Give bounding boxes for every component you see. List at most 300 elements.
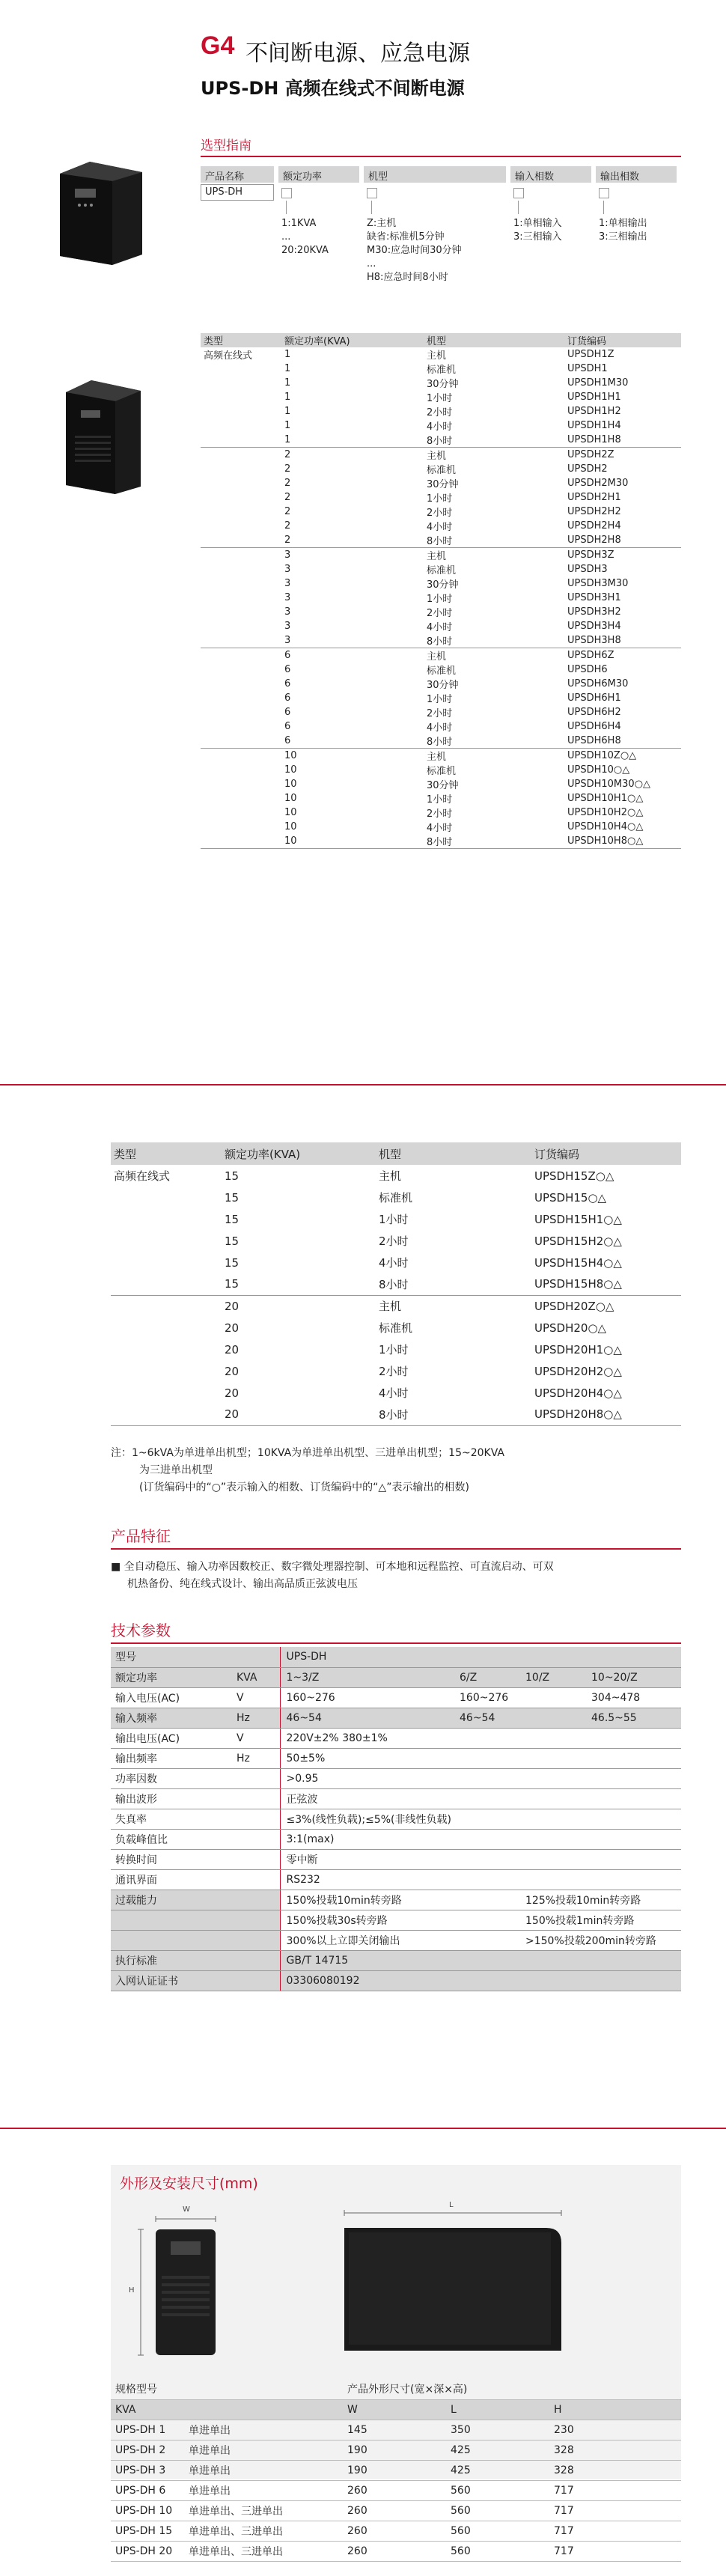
table-row: [111, 1339, 681, 1360]
cell-code: UPSDH3M30: [567, 578, 629, 589]
cell-code: UPSDH20H8○△: [531, 1404, 681, 1425]
spec-model-label: 型号: [111, 1647, 234, 1667]
cell-power: 1: [284, 363, 291, 374]
dim-h: 717: [549, 2500, 681, 2521]
spec-row: [111, 1687, 681, 1708]
cell-code: UPSDH20Z○△: [531, 1295, 681, 1317]
spec-value: GB/T 14715: [280, 1950, 681, 1970]
table-row: [201, 749, 681, 764]
cell-power: 3: [284, 621, 291, 632]
spec-value: 220V±2% 380±1%: [280, 1728, 681, 1748]
cell-code: UPSDH10○△: [567, 764, 630, 776]
spec-name: 输出波形: [111, 1788, 234, 1809]
cell-power: 1: [284, 420, 291, 431]
cell-type: [111, 1382, 222, 1404]
spec-unit: V: [234, 1728, 280, 1748]
dim-phase: 单进单出、三进单出: [186, 2541, 343, 2561]
spec-row: [111, 1930, 681, 1950]
cell-power: 10: [284, 779, 297, 790]
cell-power: 6: [284, 692, 291, 704]
spec-unit: Hz: [234, 1748, 280, 1768]
cell-code: UPSDH10H8○△: [564, 834, 681, 849]
cell-model: 1小时: [427, 493, 453, 505]
table-row: [111, 1317, 681, 1339]
cell-type: [201, 462, 281, 476]
cell-power: 20: [225, 1321, 240, 1335]
cell-power: 6: [284, 678, 291, 689]
cell-power: 15: [225, 1169, 240, 1183]
cell-model: 标准机: [427, 465, 457, 476]
cell-power: 20: [222, 1295, 376, 1317]
table-row: [111, 1208, 681, 1230]
cell-model: 4小时: [427, 622, 453, 633]
cell-code: UPSDH3H2: [567, 606, 621, 618]
col-model: 机型: [424, 333, 564, 347]
cell-code: UPSDH6H4: [567, 721, 621, 732]
cell-code: UPSDH1H8: [567, 434, 621, 445]
col-type: 类型: [201, 333, 281, 347]
cell-code: UPSDH10Z○△: [564, 749, 681, 764]
cell-model: 4小时: [427, 421, 453, 433]
table-row: [111, 1404, 681, 1425]
dim-row: [111, 2541, 681, 2561]
dim-row: [111, 2521, 681, 2541]
sel-input-box: [513, 187, 524, 198]
dim-model: UPS-DH 2: [111, 2440, 186, 2460]
sel-product-name: UPS-DH: [201, 184, 274, 201]
cell-type: [201, 619, 281, 633]
spec-value: RS232: [280, 1869, 681, 1890]
spec-unit: [234, 1768, 280, 1788]
order-table-2: [111, 1142, 681, 1426]
cell-model: 标准机: [427, 365, 457, 376]
cell-model: 2小时: [379, 1365, 409, 1378]
col-code-2: 订货编码: [531, 1142, 681, 1165]
dim-hdr-w: W: [343, 2399, 446, 2420]
spec-value: 160~276: [457, 1687, 522, 1708]
cell-type: [111, 1187, 222, 1208]
cell-code: UPSDH3H1: [567, 592, 621, 603]
cell-power: 6: [284, 707, 291, 718]
dim-model: UPS-DH 10: [111, 2500, 186, 2521]
cell-power: 1: [284, 406, 291, 417]
cell-model: 主机: [424, 749, 564, 764]
cell-type: [201, 548, 281, 563]
cell-code: UPSDH1H2: [567, 406, 621, 417]
cell-type: [201, 734, 281, 749]
dim-hdr-l: L: [446, 2399, 549, 2420]
cell-code: UPSDH2H4: [567, 520, 621, 532]
cell-type: [201, 418, 281, 433]
spec-value: 正弦波: [280, 1788, 681, 1809]
dim-phase: 单进单出: [186, 2440, 343, 2460]
features-title: 产品特征: [111, 1527, 171, 1545]
cell-model: 30分钟: [427, 579, 459, 591]
sel-input-options: 1:单相输入 3:三相输入: [513, 218, 562, 243]
cell-type: [201, 777, 281, 791]
cell-code: UPSDH6M30: [567, 678, 629, 689]
table-row: [201, 734, 681, 749]
cell-power: 10: [281, 834, 424, 849]
cell-type: [111, 1404, 222, 1425]
cell-model: 8小时: [427, 737, 453, 748]
spec-unit: [234, 1829, 280, 1849]
dim-model: UPS-DH 1: [111, 2420, 186, 2440]
front-view-drawing: [126, 2205, 260, 2366]
spec-value: 46.5~55: [588, 1708, 681, 1728]
col-model-2: 机型: [376, 1142, 531, 1165]
spec-value: 50±5%: [280, 1748, 681, 1768]
overload-value: 300%以上立即关闭输出: [280, 1930, 522, 1950]
table-row: [201, 533, 681, 548]
dim-model: UPS-DH 6: [111, 2480, 186, 2500]
cell-model: 主机: [376, 1295, 531, 1317]
cell-power: 3: [284, 578, 291, 589]
cell-power: 2: [284, 535, 291, 546]
cell-power: 10: [284, 821, 297, 832]
cell-model: 4小时: [427, 823, 453, 834]
order-table-1: [201, 333, 681, 849]
spec-value: 10~20/Z: [588, 1667, 681, 1687]
cell-power: 2: [284, 492, 291, 503]
cell-power: 10: [284, 764, 297, 776]
spec-row: [111, 1728, 681, 1748]
cell-code: UPSDH3: [567, 564, 608, 575]
table-row: [201, 763, 681, 777]
dim-phase: 单进单出: [186, 2420, 343, 2440]
cell-model: 30分钟: [427, 680, 459, 691]
cell-code: UPSDH15H8○△: [534, 1277, 622, 1291]
cell-model: 1小时: [379, 1343, 409, 1356]
table-row: [111, 1360, 681, 1382]
spec-value: >0.95: [280, 1768, 681, 1788]
cell-type: [201, 691, 281, 705]
sel-output-options: 1:单相输出 3:三相输出: [599, 218, 647, 243]
dimension-table: [111, 2379, 681, 2562]
spec-name: 过载能力: [111, 1890, 234, 1910]
spec-name: 输出电压(AC): [111, 1728, 234, 1748]
spec-value: ≤3%(线性负载);≤5%(非线性负载): [280, 1809, 681, 1829]
cell-code: UPSDH20H4○△: [534, 1386, 622, 1400]
dim-row: [111, 2460, 681, 2480]
cell-type: [201, 834, 281, 849]
spec-row: [111, 1849, 681, 1869]
cell-type: [201, 719, 281, 734]
spec-row: [111, 1809, 681, 1829]
cell-type: [201, 605, 281, 619]
cell-power: 3: [281, 548, 424, 563]
cell-type: [201, 490, 281, 505]
cell-type: [201, 576, 281, 591]
dim-phase: 单进单出: [186, 2480, 343, 2500]
cell-power: 1: [284, 392, 291, 403]
cell-code: UPSDH2H2: [567, 506, 621, 517]
cell-model: 4小时: [379, 1256, 409, 1270]
selection-guide-title: 选型指南: [201, 138, 251, 153]
spec-value: 03306080192: [280, 1970, 681, 1991]
cell-model: 2小时: [427, 809, 453, 820]
cell-model: 8小时: [427, 536, 453, 547]
spec-row: [111, 1869, 681, 1890]
table-row: [201, 677, 681, 691]
cell-power: 15: [225, 1190, 240, 1205]
cell-power: 10: [284, 807, 297, 818]
cell-model: 标准机: [427, 766, 457, 777]
overload-value: 150%投载30s转旁路: [280, 1910, 522, 1930]
dim-hdr-kva: KVA: [111, 2399, 343, 2420]
cell-type: [111, 1360, 222, 1382]
spec-unit: [234, 1809, 280, 1829]
table-row: [201, 448, 681, 463]
dim-row: [111, 2500, 681, 2521]
cell-power: 2: [284, 520, 291, 532]
cell-power: 3: [284, 635, 291, 646]
cell-model: 标准机: [427, 666, 457, 677]
dim-h: 328: [549, 2440, 681, 2460]
sel-power-options: 1:1KVA ... 20:20KVA: [281, 218, 329, 256]
dim-w: 260: [343, 2480, 446, 2500]
table-row: [201, 476, 681, 490]
col-type-2: 类型: [111, 1142, 222, 1165]
cell-power: 3: [284, 606, 291, 618]
spec-unit: [234, 1788, 280, 1809]
dim-l: 425: [446, 2440, 549, 2460]
table-row: [201, 719, 681, 734]
section-divider: [0, 1084, 726, 1085]
table-row: [201, 619, 681, 633]
cell-type: [201, 562, 281, 576]
dim-phase: 单进单出、三进单出: [186, 2521, 343, 2541]
spec-value: 1~3/Z: [280, 1667, 457, 1687]
table-row: [201, 663, 681, 677]
table-row: [201, 490, 681, 505]
cell-power: 6: [284, 735, 291, 746]
cell-power: 1: [284, 434, 291, 445]
spec-name: [111, 1910, 234, 1930]
cell-code: UPSDH6H1: [567, 692, 621, 704]
cell-type: [201, 476, 281, 490]
cell-power: 3: [284, 564, 291, 575]
table-row: [201, 648, 681, 663]
cell-type: [201, 749, 281, 764]
cell-type: [201, 404, 281, 418]
divider: [111, 1642, 681, 1644]
side-view-drawing: [329, 2201, 614, 2366]
cell-type: 高频在线式: [114, 1169, 171, 1183]
cell-type: [201, 763, 281, 777]
cell-code: UPSDH1M30: [567, 377, 629, 389]
cell-code: UPSDH10H2○△: [567, 807, 644, 818]
table-row: [201, 376, 681, 390]
dim-w: 190: [343, 2440, 446, 2460]
table-row: [201, 433, 681, 448]
spec-value: 160~276: [280, 1687, 457, 1708]
spec-value: 3:1(max): [280, 1829, 681, 1849]
cell-model: 30分钟: [427, 780, 459, 791]
spec-unit: [234, 1869, 280, 1890]
cell-model: 8小时: [427, 636, 453, 648]
cell-type: [201, 390, 281, 404]
table-row: [111, 1295, 681, 1317]
table-row: [201, 576, 681, 591]
spec-row: [111, 1890, 681, 1910]
cell-model: 主机: [424, 548, 564, 563]
cell-power: 20: [222, 1404, 376, 1425]
dim-h: 717: [549, 2521, 681, 2541]
table-row: [201, 591, 681, 605]
cell-code: UPSDH3Z: [564, 548, 681, 563]
dim-row: [111, 2440, 681, 2460]
dim-hdr-model: 规格型号: [111, 2379, 343, 2399]
table-row: [201, 404, 681, 418]
divider: [201, 156, 681, 157]
cell-type: [201, 433, 281, 448]
dim-hdr-h: H: [549, 2399, 681, 2420]
series-code: G4: [201, 31, 235, 60]
dim-w: 190: [343, 2460, 446, 2480]
cell-code: UPSDH15H2○△: [534, 1234, 622, 1248]
overload-value: 150%投载1min转旁路: [522, 1910, 681, 1930]
table-row: [201, 505, 681, 519]
overload-value: 125%投载10min转旁路: [522, 1890, 681, 1910]
dim-l: 425: [446, 2460, 549, 2480]
table-row: [201, 834, 681, 849]
cell-type: [111, 1295, 222, 1317]
spec-row: [111, 1768, 681, 1788]
height-label: H: [129, 2286, 135, 2295]
dim-l: 560: [446, 2521, 549, 2541]
spec-name: [111, 1930, 234, 1950]
dim-l: 560: [446, 2480, 549, 2500]
spec-name: 负载峰值比: [111, 1829, 234, 1849]
cell-code: UPSDH2M30: [567, 478, 629, 489]
cell-power: 15: [225, 1255, 240, 1270]
dim-h: 230: [549, 2420, 681, 2440]
cell-code: UPSDH6: [567, 664, 608, 675]
cell-model: 30分钟: [427, 479, 459, 490]
spec-value: 零中断: [280, 1849, 681, 1869]
spec-name: 转换时间: [111, 1849, 234, 1869]
col-code: 订货编码: [564, 333, 681, 347]
table-row: [111, 1252, 681, 1273]
table-row: [201, 777, 681, 791]
cell-model: 8小时: [379, 1277, 409, 1291]
cell-power: 1: [284, 377, 291, 389]
cell-model: 标准机: [379, 1321, 413, 1335]
table-row: [111, 1382, 681, 1404]
cell-type: [201, 376, 281, 390]
dim-h: 328: [549, 2460, 681, 2480]
width-label: W: [183, 2205, 190, 2214]
cell-model: 1小时: [379, 1213, 409, 1226]
features-text: ■ 全自动稳压、输入功率因数校正、数字微处理器控制、可本地和远程监控、可直流启动、可双 机热备份、纯在线式设计、输出高品质正弦波电压: [111, 1561, 554, 1590]
spec-name: 输出频率: [111, 1748, 234, 1768]
cell-type: [111, 1317, 222, 1339]
cell-model: 4小时: [427, 722, 453, 734]
cell-type: [201, 505, 281, 519]
cell-type: [201, 677, 281, 691]
cell-model: 8小时: [376, 1404, 531, 1425]
overload-value: 150%投载10min转旁路: [280, 1890, 522, 1910]
cell-type: [111, 1252, 222, 1273]
cell-power: 10: [284, 793, 297, 804]
dim-model: UPS-DH 3: [111, 2460, 186, 2480]
cell-type: [111, 1339, 222, 1360]
spec-name: 入网认证证书: [111, 1970, 234, 1991]
cell-type: [111, 1230, 222, 1252]
dim-model: UPS-DH 15: [111, 2521, 186, 2541]
cell-code: UPSDH1Z: [567, 349, 614, 360]
order-notes: 注：1~6kVA为单进单出机型；10KVA为单进单出机型、三进单出机型；15~20KVA 为三进单出机型 (订货编码中的“○”表示输入的相数、订货编码中的“△”表示输出的相数): [111, 1447, 504, 1493]
dim-w: 260: [343, 2500, 446, 2521]
cell-code: UPSDH6Z: [564, 648, 681, 663]
cell-model: 4小时: [379, 1386, 409, 1400]
spec-unit: KVA: [234, 1667, 280, 1687]
cell-type: [201, 820, 281, 834]
table-row: [201, 462, 681, 476]
table-row: [111, 1273, 681, 1295]
divider: [111, 1548, 681, 1550]
cell-type: [201, 648, 281, 663]
dim-w: 260: [343, 2521, 446, 2541]
specs-table: [111, 1647, 681, 1991]
spec-value: 10/Z: [522, 1667, 588, 1687]
section-divider: [0, 2128, 726, 2129]
cell-model: 2小时: [427, 708, 453, 719]
cell-type: [201, 591, 281, 605]
cell-model: 标准机: [379, 1191, 413, 1205]
cell-power: 2: [284, 506, 291, 517]
spec-row: [111, 1910, 681, 1930]
cell-model: 8小时: [424, 834, 564, 849]
dim-row: [111, 2480, 681, 2500]
spec-value: 6/Z: [457, 1667, 522, 1687]
cell-code: UPSDH1H4: [567, 420, 621, 431]
dim-phase: 单进单出、三进单出: [186, 2500, 343, 2521]
cell-code: UPSDH10H4○△: [567, 821, 644, 832]
spec-value: [522, 1708, 588, 1728]
cell-model: 标准机: [427, 565, 457, 576]
dim-hdr-size: 产品外形尺寸(宽×深×高): [343, 2379, 681, 2399]
spec-value: 46~54: [457, 1708, 522, 1728]
cell-code: UPSDH1H1: [567, 392, 621, 403]
dim-w: 145: [343, 2420, 446, 2440]
cell-model: 2小时: [427, 608, 453, 619]
spec-row: [111, 1667, 681, 1687]
cell-type: [201, 791, 281, 806]
cell-model: 30分钟: [427, 379, 459, 390]
cell-power: 20: [225, 1386, 240, 1400]
cell-type: [201, 448, 281, 463]
table-row: [201, 791, 681, 806]
table-row: [201, 347, 681, 362]
cell-type: [201, 705, 281, 719]
spec-name: 额定功率: [111, 1667, 234, 1687]
dim-l: 560: [446, 2500, 549, 2521]
cell-power: 6: [281, 648, 424, 663]
cell-code: UPSDH2H1: [567, 492, 621, 503]
spec-unit: V: [234, 1687, 280, 1708]
cell-code: UPSDH3H8: [567, 635, 621, 646]
overload-value: >150%投载200min转旁路: [522, 1930, 681, 1950]
cell-model: 2小时: [427, 508, 453, 519]
dim-row: [111, 2420, 681, 2440]
col-power: 额定功率(KVA): [281, 333, 424, 347]
spec-value: 304~478: [588, 1687, 681, 1708]
sel-header-power: 额定功率: [278, 166, 359, 183]
cell-power: 20: [225, 1364, 240, 1378]
sel-header-product: 产品名称: [201, 166, 274, 183]
